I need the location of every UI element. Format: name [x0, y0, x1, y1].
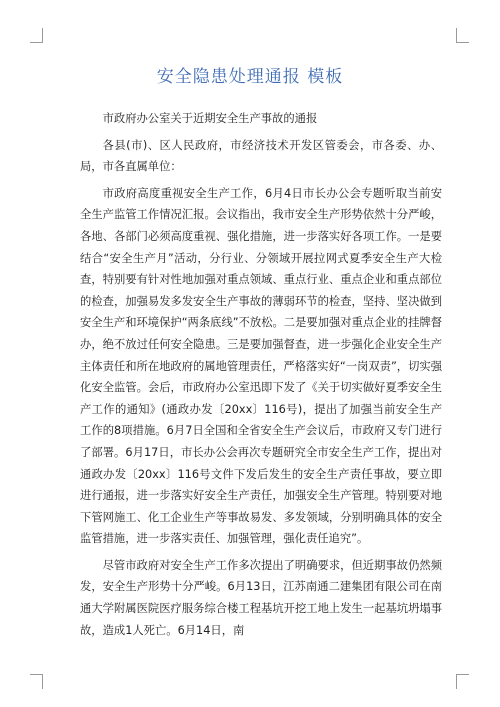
body-paragraph: 市政府高度重视安全生产工作，6月4日市长办公会专题听取当前安全生产监管工作情况汇报。会议指出，我市安全生产形势依然十分严峻，各地、各部门必须高度重视、强化措施，进一步落实好各项工作。一是要结合“安全生产月”活动，分行业、分领域开展拉网式夏季安全生产大检查，特别要有针对性地加强对重点领域、重点行业、重点企业和重点部位的检查，加强易发多发安全生产事故的薄弱环节的检查，坚持、坚决做到安全生产和环境保护“两条底线”不放松。二是要加强对重点企业的挂牌督办，绝不放过任何安全隐患。三是要加强督查，进一步强化企业安全生产主体责任和所在地政府的属地管理责任，严格落实好“一岗双责”，切实强化安全监管。会后，市政府办公室迅即下发了《关于切实做好夏季安全生产工作的通知》(通政办发〔20xx〕116号)，提出了加强当前安全生产工作的8项措施。6月7日全国和全省安全生产会议后，市政府又专门进行了部署。6月17日，市长办公会再次专题研究全市安全生产工作，提出对通政办发〔20xx〕116号文件下发后发生的安全生产责任事故，要立即进行通报，进一步落实好安全生产责任，加强安全生产管理。特别要对地下管网施工、化工企业生产等事故易发、多发领域，分别明确具体的安全监管措施，进一步落实责任、加强管理，强化责任追究”。 — [80, 186, 442, 546]
document-title: 安全隐患处理通报 模板 — [156, 67, 344, 87]
document-body — [80, 108, 442, 646]
body-paragraph: 尽管市政府对安全生产工作多次提出了明确要求，但近期事故仍然频发，安全生产形势十分严峻。6月13日，江苏南通二建集团有限公司在南通大学附属医院医疗服务综合楼工程基坑开挖工地上发生一起基坑坍塌事故，造成1人死亡。6月14日，南 — [80, 558, 442, 637]
addressee-line: 各县(市)、区人民政府，市经济技术开发区管委会，市各委、办、局，市各直属单位： — [80, 138, 442, 174]
page-corner-mark-top-right — [456, 28, 469, 43]
page-corner-mark-bottom-right — [456, 674, 469, 689]
page-corner-mark-bottom-left — [30, 674, 43, 689]
notice-heading: 市政府办公室关于近期安全生产事故的通报 — [102, 112, 318, 125]
page-corner-mark-top-left — [30, 28, 43, 43]
